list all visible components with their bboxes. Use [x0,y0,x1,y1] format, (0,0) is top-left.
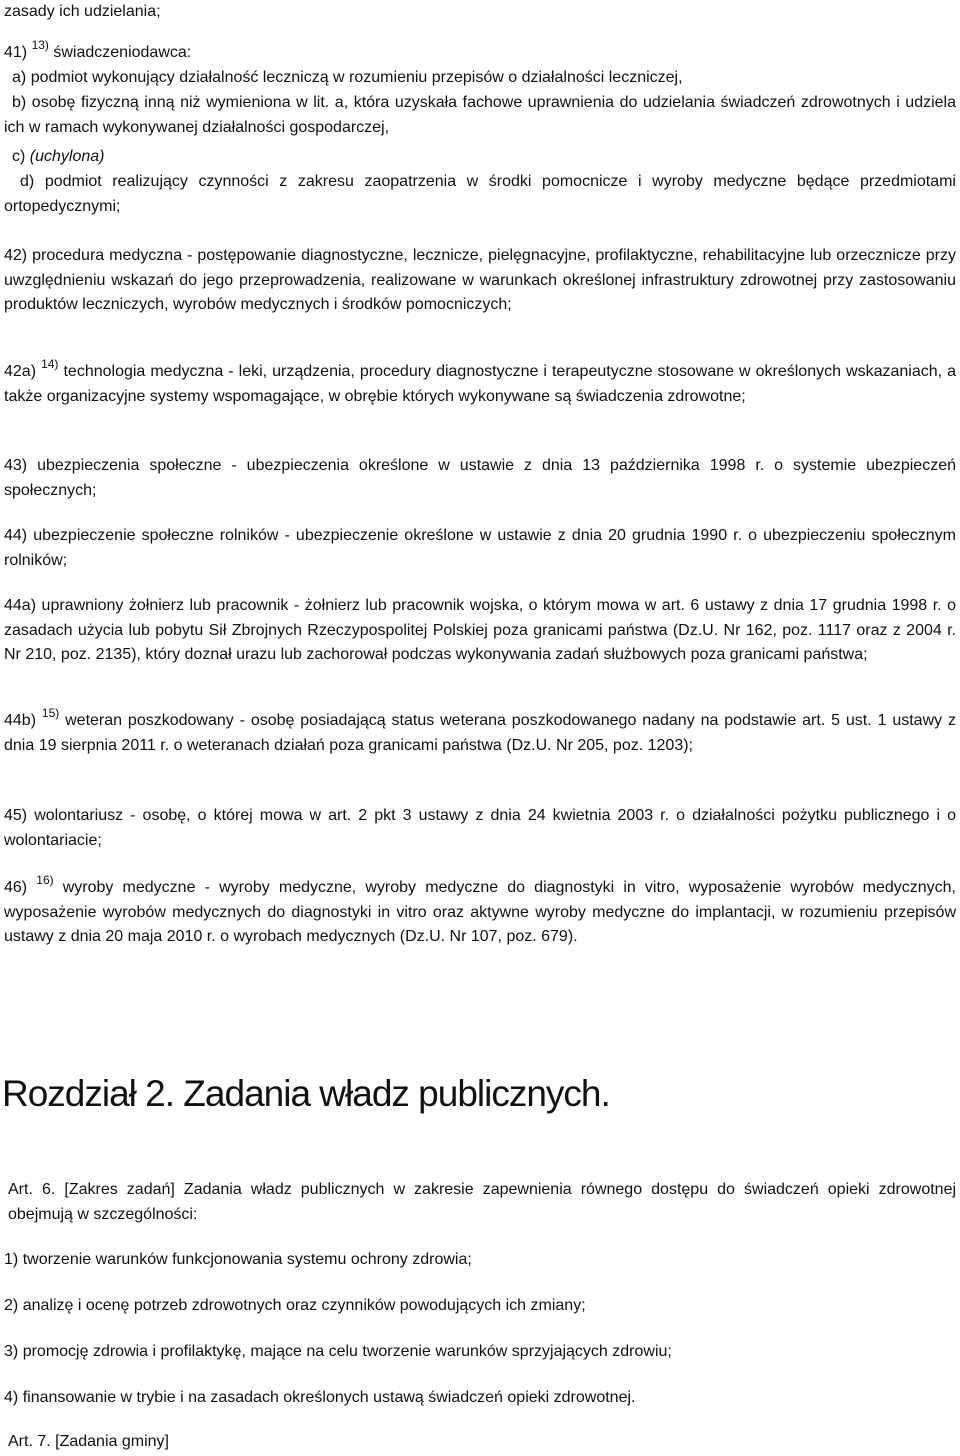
article-6 [8,1178,956,1227]
article-title: [Zadania gminy] [55,1433,169,1450]
footnote-ref[interactable]: 15) [41,706,60,720]
item-number: 41) [4,44,28,61]
item-text: ubezpieczenia społeczne - ubezpieczenia określone w ustawie z dnia 13 października 1998 r. o systemie ubezpieczeń społecznych; [4,457,956,499]
article-title: [Zakres zadań] [64,1181,175,1198]
footnote-ref[interactable]: 16) [36,873,54,887]
intro-line: zasady ich udzielania; [4,3,161,20]
item-number: 2) [4,1297,19,1314]
definition-42a [4,357,957,409]
item-number: 42) [4,247,28,264]
definition-41 [4,38,956,66]
definition-44a [4,594,956,668]
item-letter: b) [12,94,27,111]
definition-43 [4,454,956,503]
definition-44 [4,524,956,573]
article-text: Zadania władz publicznych w zakresie zapewnienia równego dostępu do świadczeń opieki zdrowotnej obejmują w szczególności: [8,1181,957,1223]
footnote-ref[interactable]: 14) [41,357,59,371]
item-letter: c) [12,148,26,165]
item-text: uprawniony żołnierz lub pracownik - żołnierz lub pracownik wojska, o którym mowa w art. 6 ustawy z dnia 17 grudnia 1998 r. o zasadach użycia lub pobytu Sił Zbrojnych Rzeczypospolitej Polskiej poza granicami państwa (Dz.U. Nr 162, poz. 1117 oraz z 2004 r. Nr 210, poz. 2135), który doznał urazu lub zachorował podczas wykonywania zadań służbowych poza granicami państwa; [4,597,956,664]
item-text: finansowanie w trybie i na zasadach określonych ustawą świadczeń opieki zdrowotnej. [22,1389,636,1406]
item-text: podmiot realizujący czynności z zakresu zaopatrzenia w środki pomocnicze i wyroby medyczne będące przedmiotami ortopedycznymi; [4,173,956,215]
item-text: wyroby medyczne - wyroby medyczne, wyroby medyczne do diagnostyki in vitro, wyposażenie wyrobów medycznych, wyposażenie wyrobów medycznych do diagnostyki in vitro oraz aktywne wyroby medyczne do implantacji, w rozumieniu przepisów ustawy z dnia 20 maja 2010 r. o wyrobach medycznych (Dz.U. Nr 107, poz. 679). [4,879,956,946]
item-number: 44b) [4,712,37,729]
item-number: 3) [4,1343,19,1360]
item-text: osobę fizyczną inną niż wymieniona w lit. a, która uzyskała fachowe uprawnienia do udzielania świadczeń zdrowotnych i udziela ich w ramach wykonywanej działalności gospodarczej, [4,94,957,136]
footnote-ref[interactable]: 13) [31,38,49,52]
definition-41-c [12,145,956,170]
item-text: procedura medyczna - postępowanie diagnostyczne, lecznicze, pielęgnacyjne, profilaktyczne, rehabilitacyjne lub orzecznicze przy uwzględnieniu wskazań do jego przeprowadzenia, realizowane w warunkach określonej infrastruktury zdrowotnej przy zastosowaniu produktów leczniczych, wyrobów medycznych i środków pomocniczych; [4,247,956,314]
article-6-item-3 [4,1340,956,1365]
item-number: 46) [4,879,28,896]
item-number: 4) [4,1389,19,1406]
chapter-title: Rozdział 2. Zadania władz publicznych. [2,1073,610,1114]
item-text: tworzenie warunków funkcjonowania systemu ochrony zdrowia; [22,1251,472,1268]
item-text: technologia medyczna - leki, urządzenia, procedury diagnostyczne i terapeutyczne stosowane w określonych wskazaniach, a także organizacyjne systemy wspomagające, w obrębie których wykonywane są świadczenia zdrowotne; [4,363,957,405]
item-number: 42a) [4,363,37,380]
item-text: analizę i ocenę potrzeb zdrowotnych oraz czynników powodujących ich zmiany; [22,1297,586,1314]
item-text: weteran poszkodowany - osobę posiadającą status weterana poszkodowanego nadany na podstawie art. 5 ust. 1 ustawy z dnia 19 sierpnia 2011 r. o weteranach działań poza granicami państwa (Dz.U. Nr 205, poz. 1203); [4,712,956,754]
item-text: promocję zdrowia i profilaktykę, mające na celu tworzenie warunków sprzyjających zdrowiu; [22,1343,672,1360]
definition-44b [4,706,956,758]
item-number: 45) [4,807,28,824]
item-letter: d) [20,173,35,190]
item-number: 43) [4,457,28,474]
article-6-item-2 [4,1294,956,1319]
article-7 [8,1430,956,1455]
item-number: 44a) [4,597,37,614]
item-text: świadczeniodawca: [53,44,192,61]
article-6-item-4 [4,1386,956,1411]
item-number: 1) [4,1251,19,1268]
item-number: 44) [4,527,28,544]
definition-42 [4,244,956,318]
item-text: podmiot wykonujący działalność leczniczą w rozumieniu przepisów o działalności leczniczej, [30,69,683,86]
definition-41-b [4,91,956,140]
article-6-item-1 [4,1248,956,1273]
item-letter: a) [12,69,27,86]
item-text: ubezpieczenie społeczne rolników - ubezpieczenie określone w ustawie z dnia 20 grudnia 1990 r. o ubezpieczeniu społecznym rolników; [4,527,956,569]
item-text: (uchylona) [29,148,105,165]
definition-41-d [4,170,956,219]
article-label: Art. 6. [8,1181,56,1198]
definition-46 [4,873,956,950]
item-text: wolontariusz - osobę, o której mowa w art. 2 pkt 3 ustawy z dnia 24 kwietnia 2003 r. o działalności pożytku publicznego i o wolontariacie; [4,807,956,849]
article-label: Art. 7. [8,1433,51,1450]
definition-45 [4,804,956,853]
definition-41-a [12,66,956,91]
